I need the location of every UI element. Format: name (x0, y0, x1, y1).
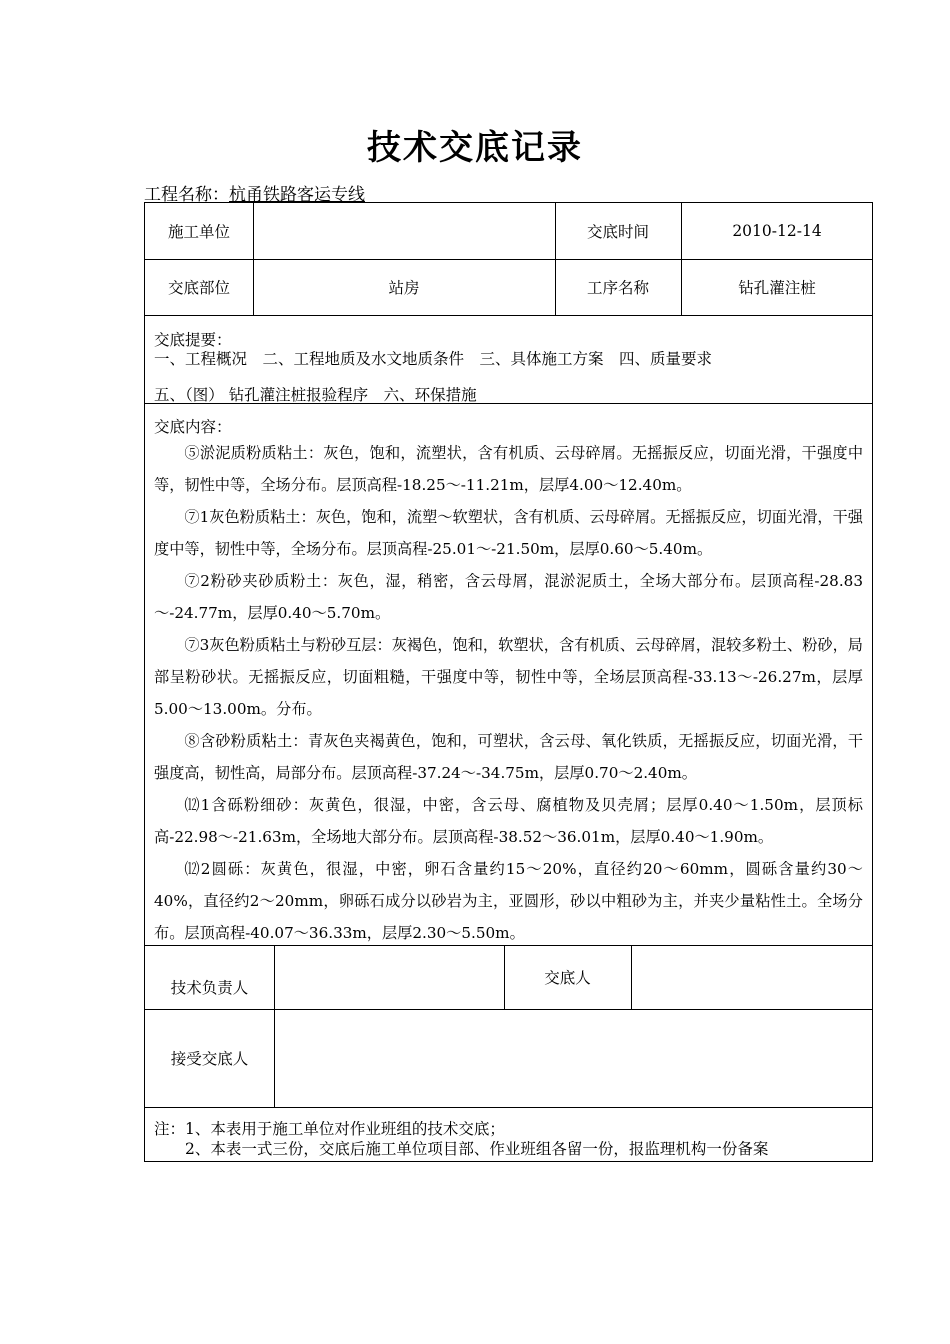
row-divider (145, 1107, 872, 1108)
col-divider (681, 203, 682, 315)
content-label: 交底内容： (154, 418, 232, 436)
content-paragraph: ⑿2圆砾：灰黄色，很湿，中密，卵石含量约15～20%，直径约20～60mm，圆砾含量约30～40%，直径约2～20mm，卵砾石成分以砂岩为主，亚圆形，砂以中粗砂为主，并夹少量粘性土。全场分布。层顶高程-40.07～36.33m，层厚2.30～5.50m。 (154, 860, 863, 942)
process-value: 钻孔灌注桩 (738, 279, 816, 297)
content-body (154, 437, 863, 949)
content-paragraph: ⑤淤泥质粉质粘土：灰色，饱和，流塑状，含有机质、云母碎屑。无摇振反应，切面光滑，干强度中等，韧性中等，全场分布。层顶高程-18.25～-11.21m，层厚4.00～12.40m。 (154, 444, 863, 494)
disclosure-form (144, 202, 873, 1162)
discloser-label: 交底人 (544, 969, 591, 987)
row-divider (145, 403, 872, 404)
process-label: 工序名称 (586, 279, 649, 297)
col-divider (504, 945, 505, 1009)
row-divider (145, 315, 872, 316)
tech-lead-label: 技术负责人 (170, 979, 249, 997)
summary-line-1: 一、工程概况 二、工程地质及水文地质条件 三、具体施工方案 四、质量要求 (154, 350, 713, 368)
content-paragraph: ⑦3灰色粉质粘土与粉砂互层：灰褐色，饱和，软塑状，含有机质、云母碎屑，混较多粉土、粉砂，局部呈粉砂状。无摇振反应，切面粗糙，干强度中等，韧性中等，全场层顶高程-33.13～-26.27m，层厚5.00～13.00m。分布。 (154, 636, 863, 718)
content-paragraph: ⑦2粉砂夹砂质粉土：灰色，湿，稍密，含云母屑，混淤泥质土，全场大部分布。层顶高程-28.83～-24.77m，层厚0.40～5.70m。 (154, 572, 863, 622)
content-paragraph: ⑧含砂粉质粘土：青灰色夹褐黄色，饱和，可塑状，含云母、氧化铁质，无摇振反应，切面光滑，干强度高，韧性高，局部分布。层顶高程-37.24～-34.75m，层厚0.70～2.40m。 (154, 732, 863, 782)
construction-unit-label: 施工单位 (167, 223, 230, 241)
summary-label: 交底提要： (154, 331, 232, 349)
page-title: 技术交底记录 (367, 128, 583, 168)
summary-line-2: 五、（图） 钻孔灌注桩报验程序 六、环保措施 (154, 386, 477, 404)
construction-unit-value (253, 203, 555, 259)
receiver-signature[interactable] (274, 1009, 873, 1107)
location-label: 交底部位 (167, 279, 230, 297)
receiver-label: 接受交底人 (170, 1050, 249, 1068)
date-value: 2010-12-14 (732, 222, 822, 240)
location-value: 站房 (388, 279, 420, 297)
project-label: 工程名称： (144, 185, 229, 205)
content-paragraph: ⑦1灰色粉质粘土：灰色，饱和，流塑～软塑状，含有机质、云母碎屑。无摇振反应，切面光滑，干强度中等，韧性中等，全场分布。层顶高程-25.01～-21.50m，层厚0.60～5.40m。 (154, 508, 863, 558)
col-divider (631, 945, 632, 1009)
col-divider (555, 203, 556, 315)
project-value: 杭甬铁路客运专线 (229, 185, 365, 205)
discloser-signature[interactable] (631, 945, 873, 1009)
content-paragraph: ⑿1含砾粉细砂：灰黄色，很湿，中密，含云母、腐植物及贝壳屑；层厚0.40～1.50m，层顶标高-22.98～-21.63m，全场地大部分布。层顶高程-38.52～36.01m，层厚0.40～1.90m。 (154, 796, 863, 846)
col-divider (253, 203, 254, 315)
tech-lead-signature[interactable] (274, 945, 504, 1009)
col-divider (274, 945, 275, 1107)
date-label: 交底时间 (586, 223, 649, 241)
note-line-2: 2、本表一式三份，交底后施工单位项目部、作业班组各留一份，报监理机构一份备案 (154, 1140, 769, 1158)
note-line-1: 注：1、本表用于施工单位对作业班组的技术交底； (154, 1120, 505, 1138)
